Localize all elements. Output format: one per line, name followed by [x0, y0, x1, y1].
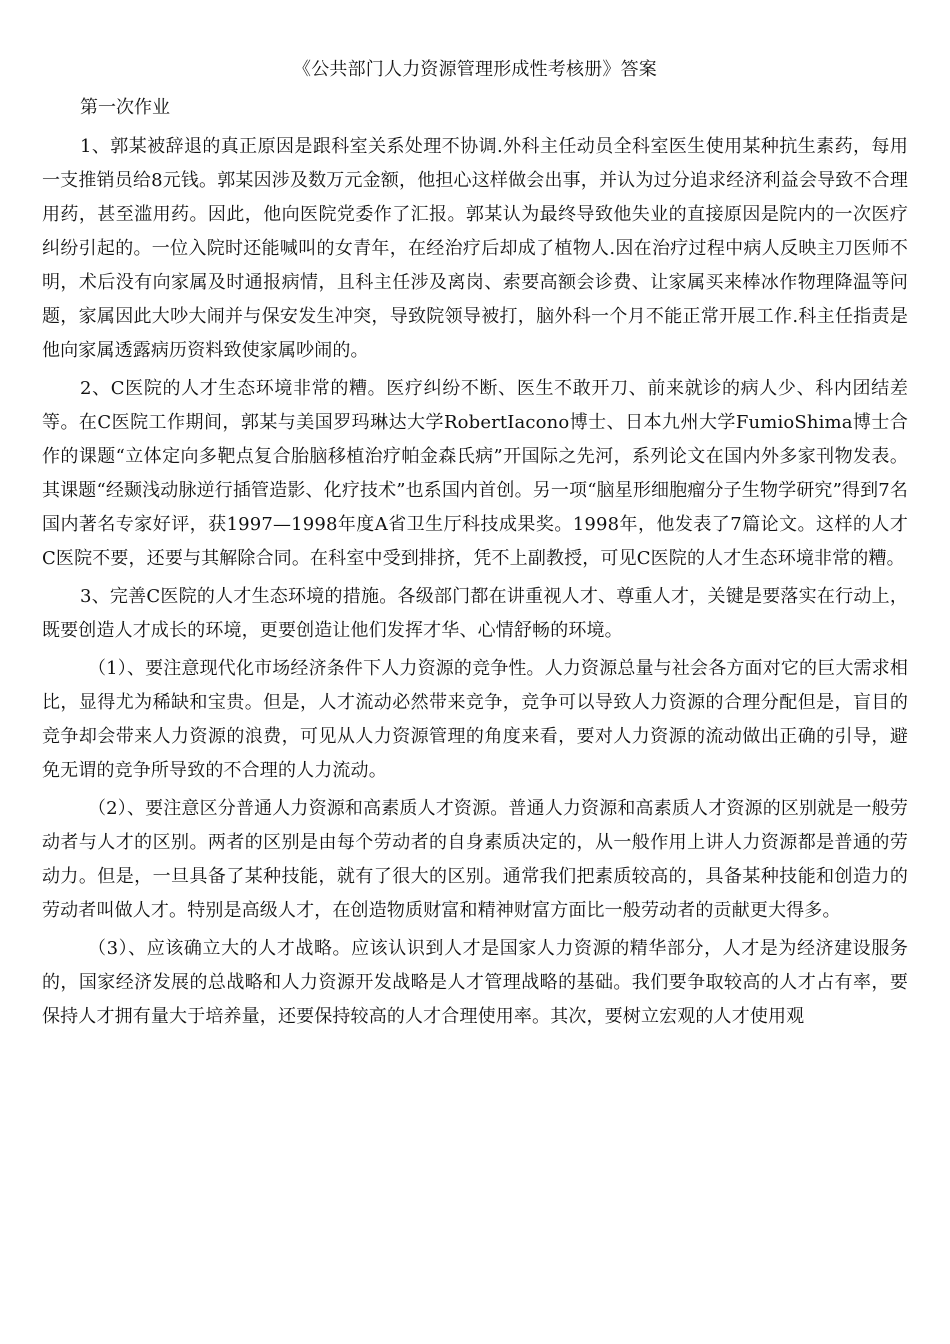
paragraph-2: 2、C医院的人才生态环境非常的糟。医疗纠纷不断、医生不敢开刀、前来就诊的病人少、科内团结差等。在C医院工作期间，郭某与美国罗玛琳达大学RobertIacono博士、日本九州大学FumioShima博士合作的课题“立体定向多靶点复合胎脑移植治疗帕金森氏病”开国际之先河，系列论文在国内外多家刊物发表。其课题“经颞浅动脉逆行插管造影、化疗技术”也系国内首创。另一项“脑星形细胞瘤分子生物学研究”得到7名国内著名专家好评，获1997—1998年度A省卫生厅科技成果奖。1998年，他发表了7篇论文。这样的人才C医院不要，还要与其解除合同。在科室中受到排挤，凭不上副教授，可见C医院的人才生态环境非常的糟。 [42, 378, 908, 569]
section-heading: 第一次作业 [80, 97, 170, 118]
paragraph-3-1: （1）、要注意现代化市场经济条件下人力资源的竞争性。人力资源总量与社会各方面对它的巨大需求相比，显得尤为稀缺和宝贵。但是，人才流动必然带来竞争，竞争可以导致人力资源的合理分配但是，盲目的竞争却会带来人力资源的浪费，可见从人力资源管理的角度来看，要对人力资源的流动做出正确的引导，避免无谓的竞争所导致的不合理的人力流动。 [42, 658, 908, 781]
document-page [42, 58, 908, 1038]
paragraph-3: 3、完善C医院的人才生态环境的措施。各级部门都在讲重视人才、尊重人才，关键是要落实在行动上，既要创造人才成长的环境，更要创造让他们发挥才华、心情舒畅的环境。 [42, 586, 908, 641]
document-title: 《公共部门人力资源管理形成性考核册》答案 [293, 59, 657, 80]
paragraph-3-3: （3）、应该确立大的人才战略。应该认识到人才是国家人力资源的精华部分，人才是为经济建设服务的，国家经济发展的总战略和人力资源开发战略是人才管理战略的基础。我们要争取较高的人才占有率，要保持人才拥有量大于培养量，还要保持较高的人才合理使用率。其次，要树立宏观的人才使用观 [42, 938, 908, 1027]
paragraph-1: 1、郭某被辞退的真正原因是跟科室关系处理不协调.外科主任动员全科室医生使用某种抗生素药，每用一支推销员给8元钱。郭某因涉及数万元金额，他担心这样做会出事，并认为过分追求经济利益会导致不合理用药，甚至滥用药。因此，他向医院党委作了汇报。郭某认为最终导致他失业的直接原因是院内的一次医疗纠纷引起的。一位入院时还能喊叫的女青年，在经治疗后却成了植物人.因在治疗过程中病人反映主刀医师不明，术后没有向家属及时通报病情，且科主任涉及离岗、索要高额会诊费、让家属买来棒冰作物理降温等问题，家属因此大吵大闹并与保安发生冲突，导致院领导被打，脑外科一个月不能正常开展工作.科主任指责是他向家属透露病历资料致使家属吵闹的。 [42, 136, 908, 361]
paragraph-3-2: （2）、要注意区分普通人力资源和高素质人才资源。普通人力资源和高素质人才资源的区别就是一般劳动者与人才的区别。两者的区别是由每个劳动者的自身素质决定的，从一般作用上讲人力资源都是普通的劳动力。但是，一旦具备了某种技能，就有了很大的区别。通常我们把素质较高的，具备某种技能和创造力的劳动者叫做人才。特别是高级人才，在创造物质财富和精神财富方面比一般劳动者的贡献更大得多。 [42, 798, 908, 921]
